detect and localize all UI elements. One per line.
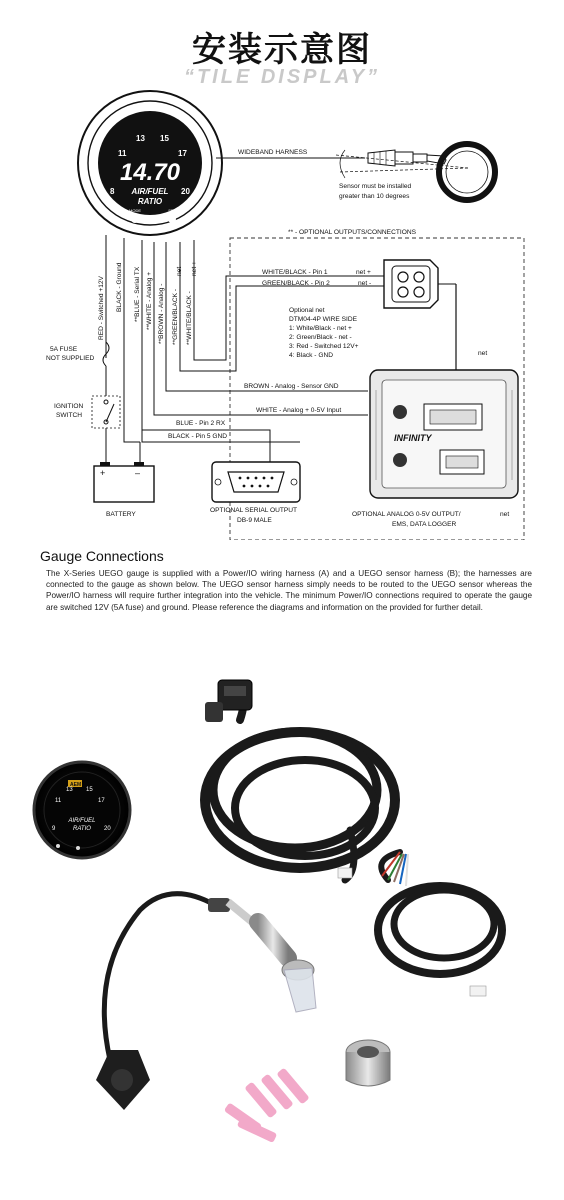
photo-gauge-label-line1: AIR/FUEL xyxy=(68,818,96,824)
section-body: The X-Series UEGO gauge is supplied with a Power/IO wiring harness (A) and a UEGO sensor harness (B); the harnesses are connected to the gauge as shown below. The UEGO sensor harness simply needs to be routed to the UEGO sensor whereas the Power/IO harness will require further integration into the vehicle. The minimum Power/IO connections required to operate the gauge are switched 12V (5A fuse) and ground. Please reference the diagrams and information on the provided for further detail. xyxy=(46,569,532,612)
optional-outputs-label: ** - OPTIONAL OUTPUTS/CONNECTIONS xyxy=(288,229,416,236)
harness-small-plug xyxy=(338,868,352,878)
page-title: 安装示意图 xyxy=(192,30,372,70)
pin2-label: GREEN/BLACK - Pin 2 xyxy=(262,280,330,287)
serial-output-line1: OPTIONAL SERIAL OUTPUT xyxy=(210,507,298,514)
pin1-label: WHITE/BLACK - Pin 1 xyxy=(262,269,328,276)
power-io-harness-coil xyxy=(205,696,395,880)
wire-green-black: **GREEN/BLACK - xyxy=(172,288,179,345)
analog-output-line1: OPTIONAL ANALOG 0-5V OUTPUT/ xyxy=(352,511,461,518)
fuse-label-line2: NOT SUPPLIED xyxy=(46,355,95,362)
gauge-tick-8: 8 xyxy=(110,187,115,196)
battery-plus: + xyxy=(100,468,106,478)
serial-output-line2: DB-9 MALE xyxy=(237,517,272,524)
connector-info-line: 3: Red - Switched 12V+ xyxy=(289,343,359,350)
pin2-net: net - xyxy=(358,280,372,287)
fuse-label-line1: 5A FUSE xyxy=(50,346,78,353)
battery-minus: – xyxy=(135,468,141,478)
weld-bung-icon xyxy=(346,1040,390,1086)
black-gnd-label: BLACK - Pin 5 GND xyxy=(168,433,227,440)
gauge-tick-17: 17 xyxy=(178,149,187,158)
uego-harness-plug xyxy=(470,986,486,996)
photo-gauge-tick: 17 xyxy=(98,798,105,804)
gauge-tick-20: 20 xyxy=(181,187,190,196)
photo-gauge-tick: 9 xyxy=(52,826,56,832)
page-subtitle: “TILE DISPLAY” xyxy=(183,66,381,88)
wiring-diagram xyxy=(0,90,564,540)
connector-info-line: 1: White/Black - net + xyxy=(289,325,352,332)
gauge-tick-11: 11 xyxy=(118,149,127,158)
brown-analog-label: BROWN - Analog - Sensor GND xyxy=(244,383,339,390)
net-right-label: net xyxy=(478,350,488,357)
photo-gauge-label-line2: RATIO xyxy=(73,826,91,832)
photo-gauge-tick: 20 xyxy=(104,826,111,832)
ignition-switch-icon xyxy=(92,396,120,428)
gauge-readout: 14.70 xyxy=(119,159,181,186)
gauge-sel-label: SEL xyxy=(168,208,176,213)
gauge-tick-15: 15 xyxy=(160,134,169,143)
photo-gauge-brand: AEM xyxy=(70,782,82,788)
section-heading: Gauge Connections xyxy=(40,548,164,564)
dtm-connector-icon xyxy=(384,260,456,308)
wire-blue-serial: **BLUE - Serial TX xyxy=(134,266,141,322)
o2-sensor-icon xyxy=(368,150,446,166)
connector-info-line: Optional net xyxy=(289,307,325,314)
net-bottom-label: net xyxy=(500,511,510,518)
gauge-mode-label: MODE xyxy=(129,208,141,213)
db9-connector-icon xyxy=(212,462,300,502)
gauge-label-line2: RATIO xyxy=(137,197,163,206)
photo-gauge-tick: 15 xyxy=(86,787,93,793)
connector-info xyxy=(289,307,359,359)
heat-shrink-connectors xyxy=(224,1067,310,1143)
wire-net-plus: net + xyxy=(191,261,198,276)
product-photo xyxy=(0,640,564,1200)
uego-harness-coil xyxy=(378,852,502,974)
connector-info-line: 4: Black - GND xyxy=(289,352,333,359)
connector-info-line: DTM04-4P WIRE SIDE xyxy=(289,316,358,323)
gauge-tick-13: 13 xyxy=(136,134,145,143)
ecu-brand: INFINITY xyxy=(394,433,432,443)
wire-black-ground: BLACK - Ground xyxy=(116,262,123,312)
ecu-device-icon xyxy=(370,370,518,498)
white-analog-label: WHITE - Analog + 0-5V Input xyxy=(256,407,342,414)
blue-rx-label: BLUE - Pin 2 RX xyxy=(176,420,226,427)
gauge-label-line1: AIR/FUEL xyxy=(131,187,169,196)
gauge-mode-button xyxy=(131,215,139,223)
wire-net: net xyxy=(176,266,183,276)
connector-info-line: 2: Green/Black - net - xyxy=(289,334,352,341)
wire-white-black: **WHITE/BLACK - xyxy=(186,291,193,345)
ignition-label-line1: IGNITION xyxy=(54,403,84,410)
wire-red-switched: RED - Switched +12V xyxy=(98,276,105,340)
wire-white-analog: **WHITE - Analog + xyxy=(146,271,153,330)
analog-output-line2: EMS, DATA LOGGER xyxy=(392,521,457,528)
photo-gauge xyxy=(34,762,130,858)
gauge-sel-button xyxy=(168,215,176,223)
photo-gauge-tick: 11 xyxy=(55,798,62,804)
battery-label: BATTERY xyxy=(106,511,136,518)
sensor-note-line2: greater than 10 degrees xyxy=(339,193,410,200)
wire-brown-analog: **BROWN - Analog - xyxy=(158,283,165,344)
ignition-label-line2: SWITCH xyxy=(56,412,83,419)
wideband-harness xyxy=(216,144,495,200)
gauge-illustration xyxy=(78,91,222,235)
sensor-note-line1: Sensor must be installed xyxy=(339,183,412,190)
pin1-net: net + xyxy=(356,269,371,276)
wideband-harness-label: WIDEBAND HARNESS xyxy=(238,149,308,156)
photo-gauge-tick: 13 xyxy=(66,787,73,793)
